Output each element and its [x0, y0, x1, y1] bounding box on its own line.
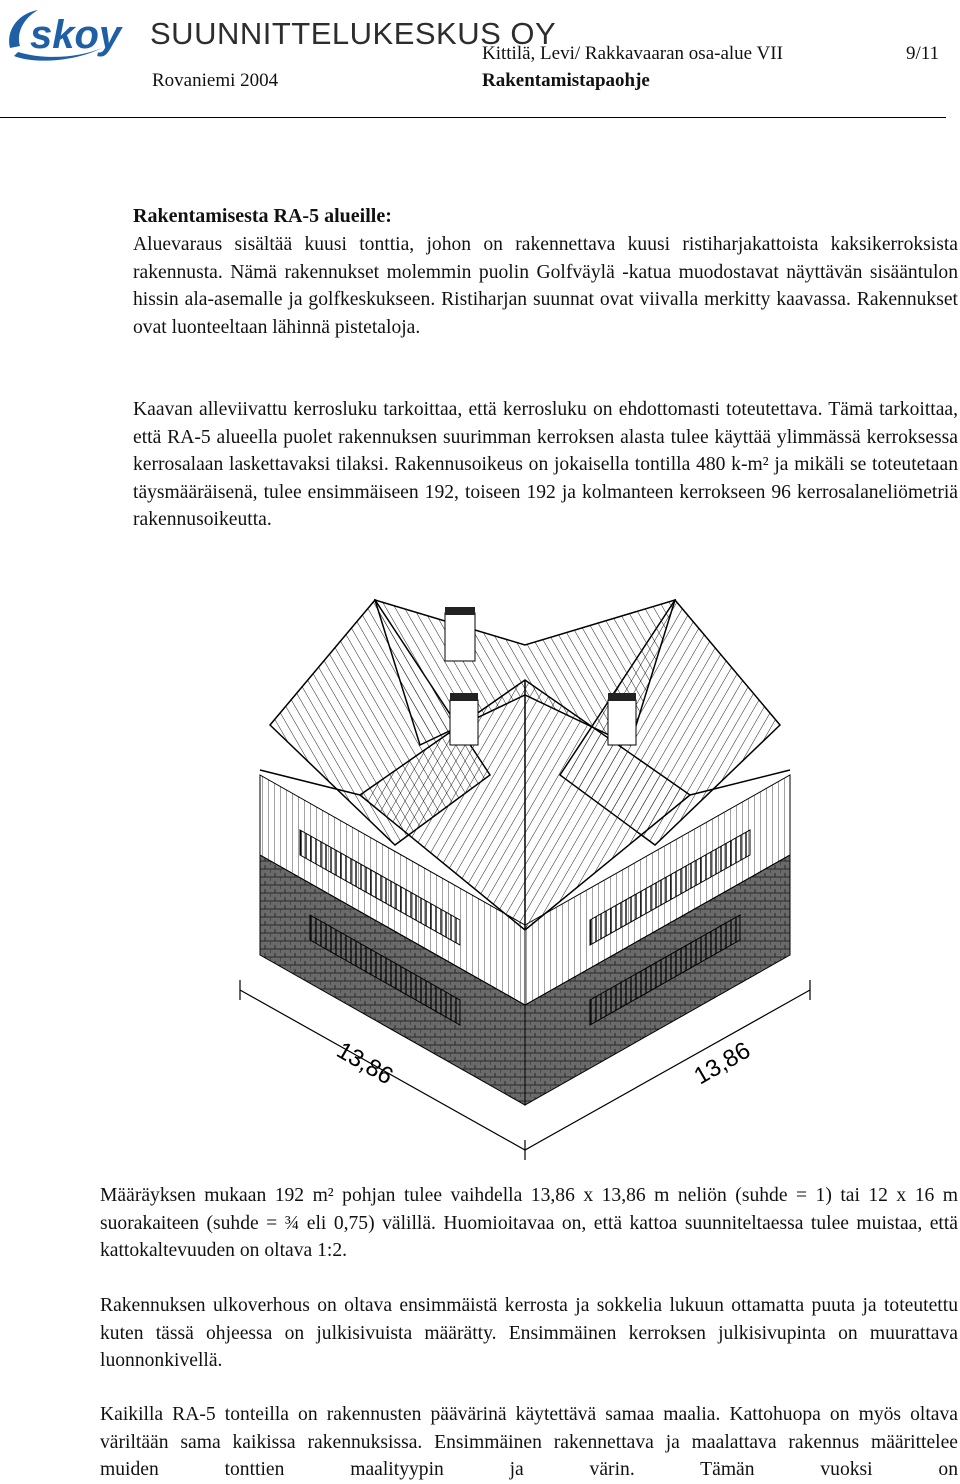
paragraph-5: Kaikilla RA-5 tonteilla on rakennusten päävärinä käytettävä samaa maalia. Kattohuopa on myös oltava väriltään sama kaikissa rakennuksissa. Ensimmäinen rakennettava ja maalattava rakennus määrittelee muiden tonttien maalityypin ja värin. Tämän vuoksi on [100, 1404, 958, 1480]
paragraph-2: Kaavan alleviivattu kerrosluku tarkoittaa, että kerrosluku on ehdottomasti toteutettava. Tämä tarkoittaa, että RA-5 alueella puolet rakennuksen suurimman kerroksen alasta tulee käyttää ylimmässä kerroksessa kerrosalaan laskettavaksi tilaksi. Rakennusoikeus on jokaisella tontilla 480 k-m² ja mikäli se toteutetaan täysmääräisenä, tulee ensimmäiseen 192, toiseen 192 ja kolmanteen kerrokseen 96 kerrosalaneliömetriä rakennusoikeutta. [133, 399, 958, 530]
section-heading: Rakentamisesta RA-5 alueille: [133, 205, 392, 227]
page-number: 9/11 [906, 43, 940, 64]
project-name: Kittilä, Levi/ Rakkavaaran osa-alue VII [482, 43, 783, 64]
paragraph-1: Aluevaraus sisältää kuusi tonttia, johon on rakennettava kuusi ristiharjakattoista kaksikerroksista rakennusta. Nämä rakennukset molemmin puolin Golfväylä -katua muodostavat näyttävän sisääntulon hissin ala-asemalle ja golfkeskukseen. Ristiharjan suunnat ovat viivalla merkitty kaavassa. Rakennukset ovat luonteeltaan lähinnä pistetaloja. [133, 234, 958, 338]
header-divider [0, 117, 946, 118]
place-year: Rovaniemi 2004 [152, 70, 279, 91]
skoy-logo [4, 4, 132, 66]
page-header [0, 0, 960, 122]
document-title: Rakentamistapaohje [482, 70, 650, 91]
dimension-right-label: 13,86 [689, 1036, 756, 1091]
dimension-left-label: 13,86 [332, 1036, 398, 1091]
paragraph-3: Määräyksen mukaan 192 m² pohjan tulee vaihdella 13,86 x 13,86 m neliön (suhde = 1) tai 12 x 16 m suorakaiteen (suhde = ¾ eli 0,75) välillä. Huomioitavaa on, että kattoa suunniteltaessa tulee muistaa, että kattokaltevuuden on oltava 1:2. [100, 1185, 958, 1261]
paragraph-4: Rakennuksen ulkoverhous on oltava ensimmäistä kerrosta ja sokkelia lukuun ottamatta puuta ja toteutettu kuten tässä ohjeessa on julkisivuista määrätty. Ensimmäinen kerroksen julkisivupinta on muurattava luonnonkivellä. [100, 1295, 958, 1371]
company-name: SUUNNITTELUKESKUS OY [150, 16, 557, 51]
building-drawing [160, 585, 890, 1170]
logo-text: skoy [30, 13, 122, 57]
